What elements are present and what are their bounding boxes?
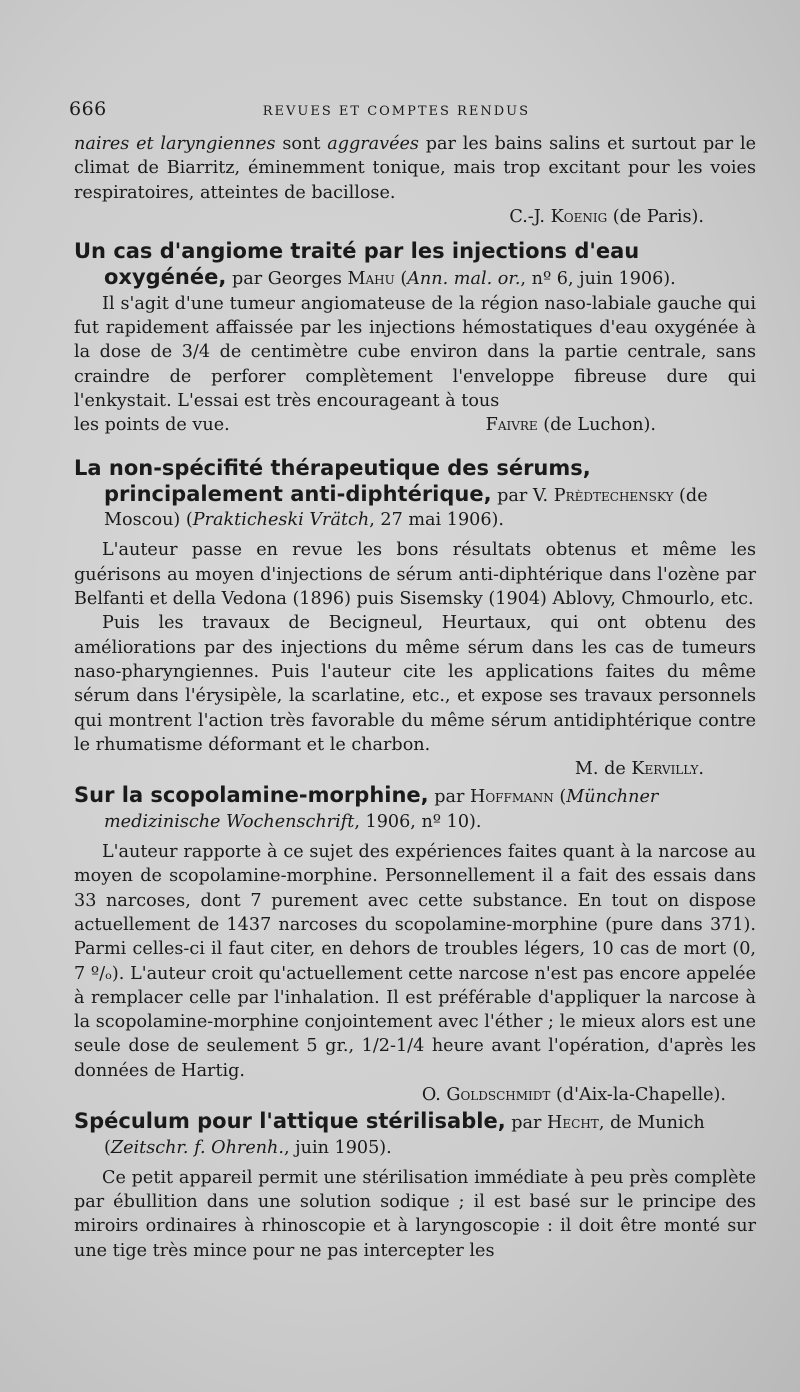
article-paragraph: Il s'agit d'une tumeur angiomateuse de la région naso-labiale gauche qui fut rapidement affaissée par les injections hémostatiques d'eau oxygénée à la dose de 3/4 de centimètre cube environ dans la partie centrale, sans craindre de perforer complètement l'enveloppe fibreuse dure qui l'enkystait. L'essai est très encourageant à tous bbox=[74, 293, 756, 411]
article-title: Un cas d'angiome traité par les injections d'eau oxygénée, bbox=[74, 239, 640, 290]
article-closing-line bbox=[74, 413, 756, 437]
running-title: REVUES ET COMPTES RENDUS bbox=[262, 104, 530, 119]
carryover-italic-mid: aggravées bbox=[327, 134, 419, 154]
article-reference: Zeitschr. f. Ohrenh. bbox=[110, 1137, 284, 1158]
carryover-paragraph bbox=[74, 132, 756, 205]
article-reference: Ann. mal. or. bbox=[407, 269, 521, 290]
article-reference: Prakticheski Vrätch bbox=[192, 510, 370, 531]
carryover-signature: C.-J. Koenig (de Paris). bbox=[509, 206, 704, 227]
running-head bbox=[69, 98, 756, 132]
spacer bbox=[74, 438, 756, 446]
article-scopolamine bbox=[74, 783, 756, 1107]
article-heading: Spéculum pour l'attique stérilisable, par Hecht, de Munich (Zeitschr. f. Ohrenh., juin 1905). bbox=[74, 1109, 705, 1158]
article-title: Spéculum pour l'attique stérilisable, bbox=[74, 1109, 506, 1134]
article-paragraph: Ce petit appareil permit une stérilisation immédiate à peu près complète par ébullition dans une solution sodique ; il est basé sur le principe des miroirs ordinaires à rhinoscopie et à laryngoscopie : il doit être monté sur une tige très mince pour ne pas intercepter les bbox=[74, 1167, 756, 1261]
article-paragraph: L'auteur passe en revue les bons résultats obtenus et même les guérisons au moyen d'injections de sérum anti-diphtérique dans l'ozène par Belfanti et della Vedona (1896) puis Sisemsky (1904) Ablovy, Chmourlo, etc. bbox=[74, 540, 756, 610]
signature-name: Kervilly. bbox=[631, 759, 704, 780]
signature-name: Goldschmidt bbox=[446, 1084, 551, 1105]
signature-name: Koenig bbox=[550, 206, 608, 227]
article-reference: Münchner medizinische Wochenschrift bbox=[104, 787, 659, 832]
last-line: les points de vue. bbox=[74, 415, 230, 436]
article-signature: Faivre (de Luchon). bbox=[485, 415, 656, 436]
carryover-text-1: sont bbox=[275, 134, 328, 154]
article-paragraph: L'auteur rapporte à ce sujet des expériences faites quant à la narcose au moyen de scopolamine-morphine. Personnellement il a fait des essais dans 33 narcoses, dont 7 purement avec cette substance. En tout on dispose actuellement de 1437 narcoses du scopolamine-morphine (pure dans 371). Parmi celles-ci il faut citer, en dehors de troubles légers, 10 cas de mort (0, 7 º/ₒ). L'auteur croit qu'actuellement cette narcose n'est pas encore appelée à remplacer celle par l'inhalation. Il est préférable d'appliquer la narcose à la scopolamine-morphine conjointement avec l'éther ; le mieux alors est une seule dose de seulement 5 gr., 1/2-1/4 heure avant l'opération, d'après les données de Hartig. bbox=[74, 842, 756, 1081]
article-signature: O. Goldschmidt (d'Aix-la-Chapelle). bbox=[421, 1084, 726, 1105]
signature-name: Faivre bbox=[485, 415, 538, 436]
carryover-italic-start: naires et laryngiennes bbox=[74, 134, 276, 154]
article-angiome bbox=[74, 239, 756, 437]
article-title: La non-spécifité thérapeutique des sérums, principalement anti-diphtérique, bbox=[74, 455, 591, 506]
article-author: Hecht bbox=[547, 1113, 599, 1134]
article-signature: M. de Kervilly. bbox=[574, 759, 704, 780]
article-title: Sur la scopolamine-morphine, bbox=[74, 783, 429, 808]
article-serums bbox=[74, 456, 756, 782]
page-number: 666 bbox=[69, 98, 107, 120]
article-author: Hoffmann bbox=[470, 787, 554, 808]
article-author: Prèdtechensky bbox=[553, 485, 674, 506]
article-author: Mahu bbox=[347, 269, 395, 290]
article-heading: La non-spécifité thérapeutique des sérums, principalement anti-diphtérique, par V. Prèdtechensky (de Moscou) (Prakticheski Vrätch, 27 mai 1906). bbox=[74, 455, 708, 531]
article-heading: Sur la scopolamine-morphine, par Hoffmann (Münchner medizinische Wochenschrift, 1906, nº 10). bbox=[74, 783, 659, 832]
article-speculum bbox=[74, 1109, 756, 1263]
article-paragraph: Puis les travaux de Becigneul, Heurtaux, qui ont obtenu des améliorations par des injections du même sérum dans les cas de tumeurs naso-pharyngiennes. Puis l'auteur cite les applications faites du même sérum dans l'érysipèle, la scarlatine, etc., et expose ses travaux personnels qui montrent l'action très favorable du même sérum antidiphtérique contre le rhumatisme déformant et le charbon. bbox=[74, 613, 756, 755]
article-heading: Un cas d'angiome traité par les injections d'eau oxygénée, par Georges Mahu (Ann. mal. or., nº 6, juin 1906). bbox=[74, 239, 676, 290]
carryover-text-2: par les bains salins et surtout par le climat de Biarritz, éminemment tonique, mais trop excitant pour les voies respiratoires, atteintes de bacillose. bbox=[74, 134, 756, 203]
